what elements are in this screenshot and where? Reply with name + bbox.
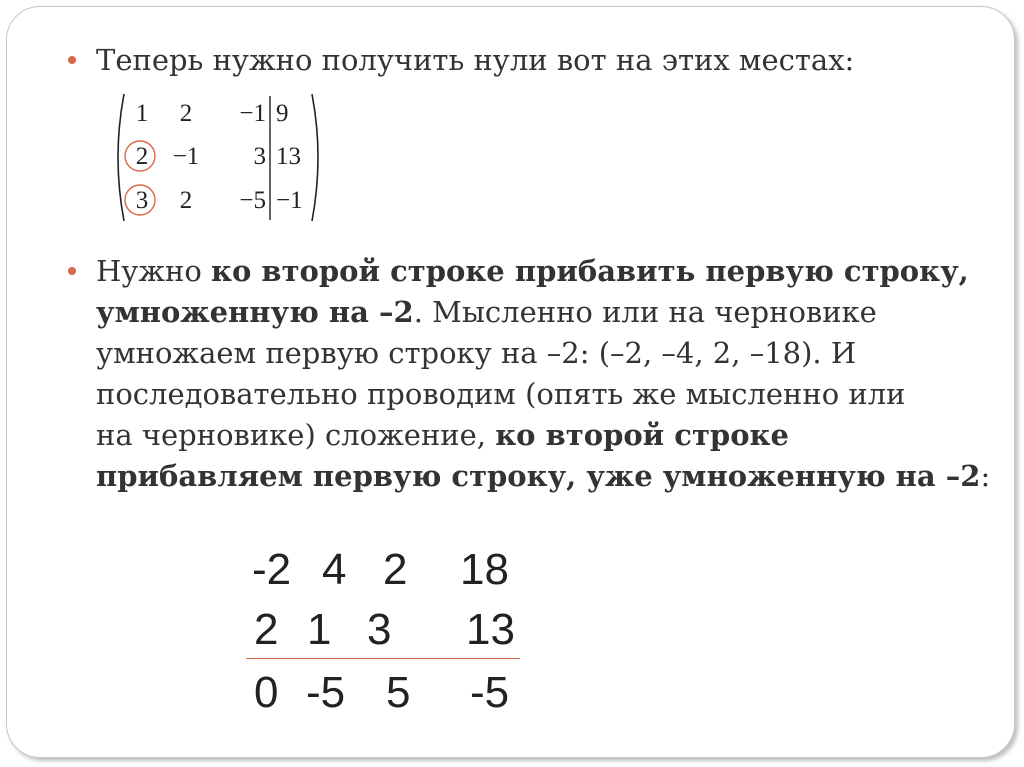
calc-value: 0 [254,668,279,717]
matrix-cell: −1 [172,143,200,170]
calc-value: 2 [254,605,279,654]
text-line [96,456,990,497]
bold-run: прибавляем первую строку, уже умноженную на –2 [96,459,981,493]
matrix-cell: −1 [276,187,303,214]
matrix-cell: 9 [276,100,289,127]
text-line [96,292,990,333]
matrix-cell: 3 [253,143,266,170]
calc-value: -5 [470,668,510,717]
text-line [96,374,990,415]
text-run: умножаем первую строку на –2: (–2, –4, 2, –18). И [96,336,857,370]
calc-value: 2 [383,545,408,594]
calc-value: -5 [306,668,346,717]
calc-value: 3 [367,605,392,654]
text-run: последовательно проводим (опять же мысленно или [96,377,906,411]
calc-value: 1 [307,605,332,654]
calc-value: 4 [322,545,347,594]
matrix-cell: −5 [239,187,266,214]
matrix-cell: 3 [135,187,149,214]
bullet-text-2 [96,251,990,497]
matrix-cell: −1 [239,100,266,127]
bold-run: ко второй строке [495,418,789,452]
calc-value: 18 [460,545,509,594]
matrix-cell: 2 [179,187,193,214]
text-line [96,251,990,292]
matrix-cell: 1 [135,100,149,127]
calc-value: -2 [252,545,292,594]
text-line [96,40,854,81]
text-run: . Мысленно или на черновике [413,295,877,329]
bullet-marker [68,56,76,64]
bullet-marker [68,267,76,275]
text-line [96,415,990,456]
matrix-cell: 2 [179,100,193,127]
matrix-cell: 13 [276,143,301,170]
matrix-cell: 2 [135,143,149,170]
bullet-text-1 [96,40,854,81]
text-line [96,333,990,374]
calc-value: 13 [466,605,515,654]
calc-value: 5 [386,668,411,717]
augmented-matrix [110,90,330,225]
bold-run: ко второй строке прибавить первую строку, [211,254,969,288]
text-run: : [980,459,991,493]
bold-run: умноженную на –2 [96,295,414,329]
text-run: Нужно [96,254,212,288]
sum-line [246,658,520,659]
text-run: на черновике) сложение, [96,418,496,452]
text-run: Теперь нужно получить нули вот на этих местах: [96,43,855,77]
